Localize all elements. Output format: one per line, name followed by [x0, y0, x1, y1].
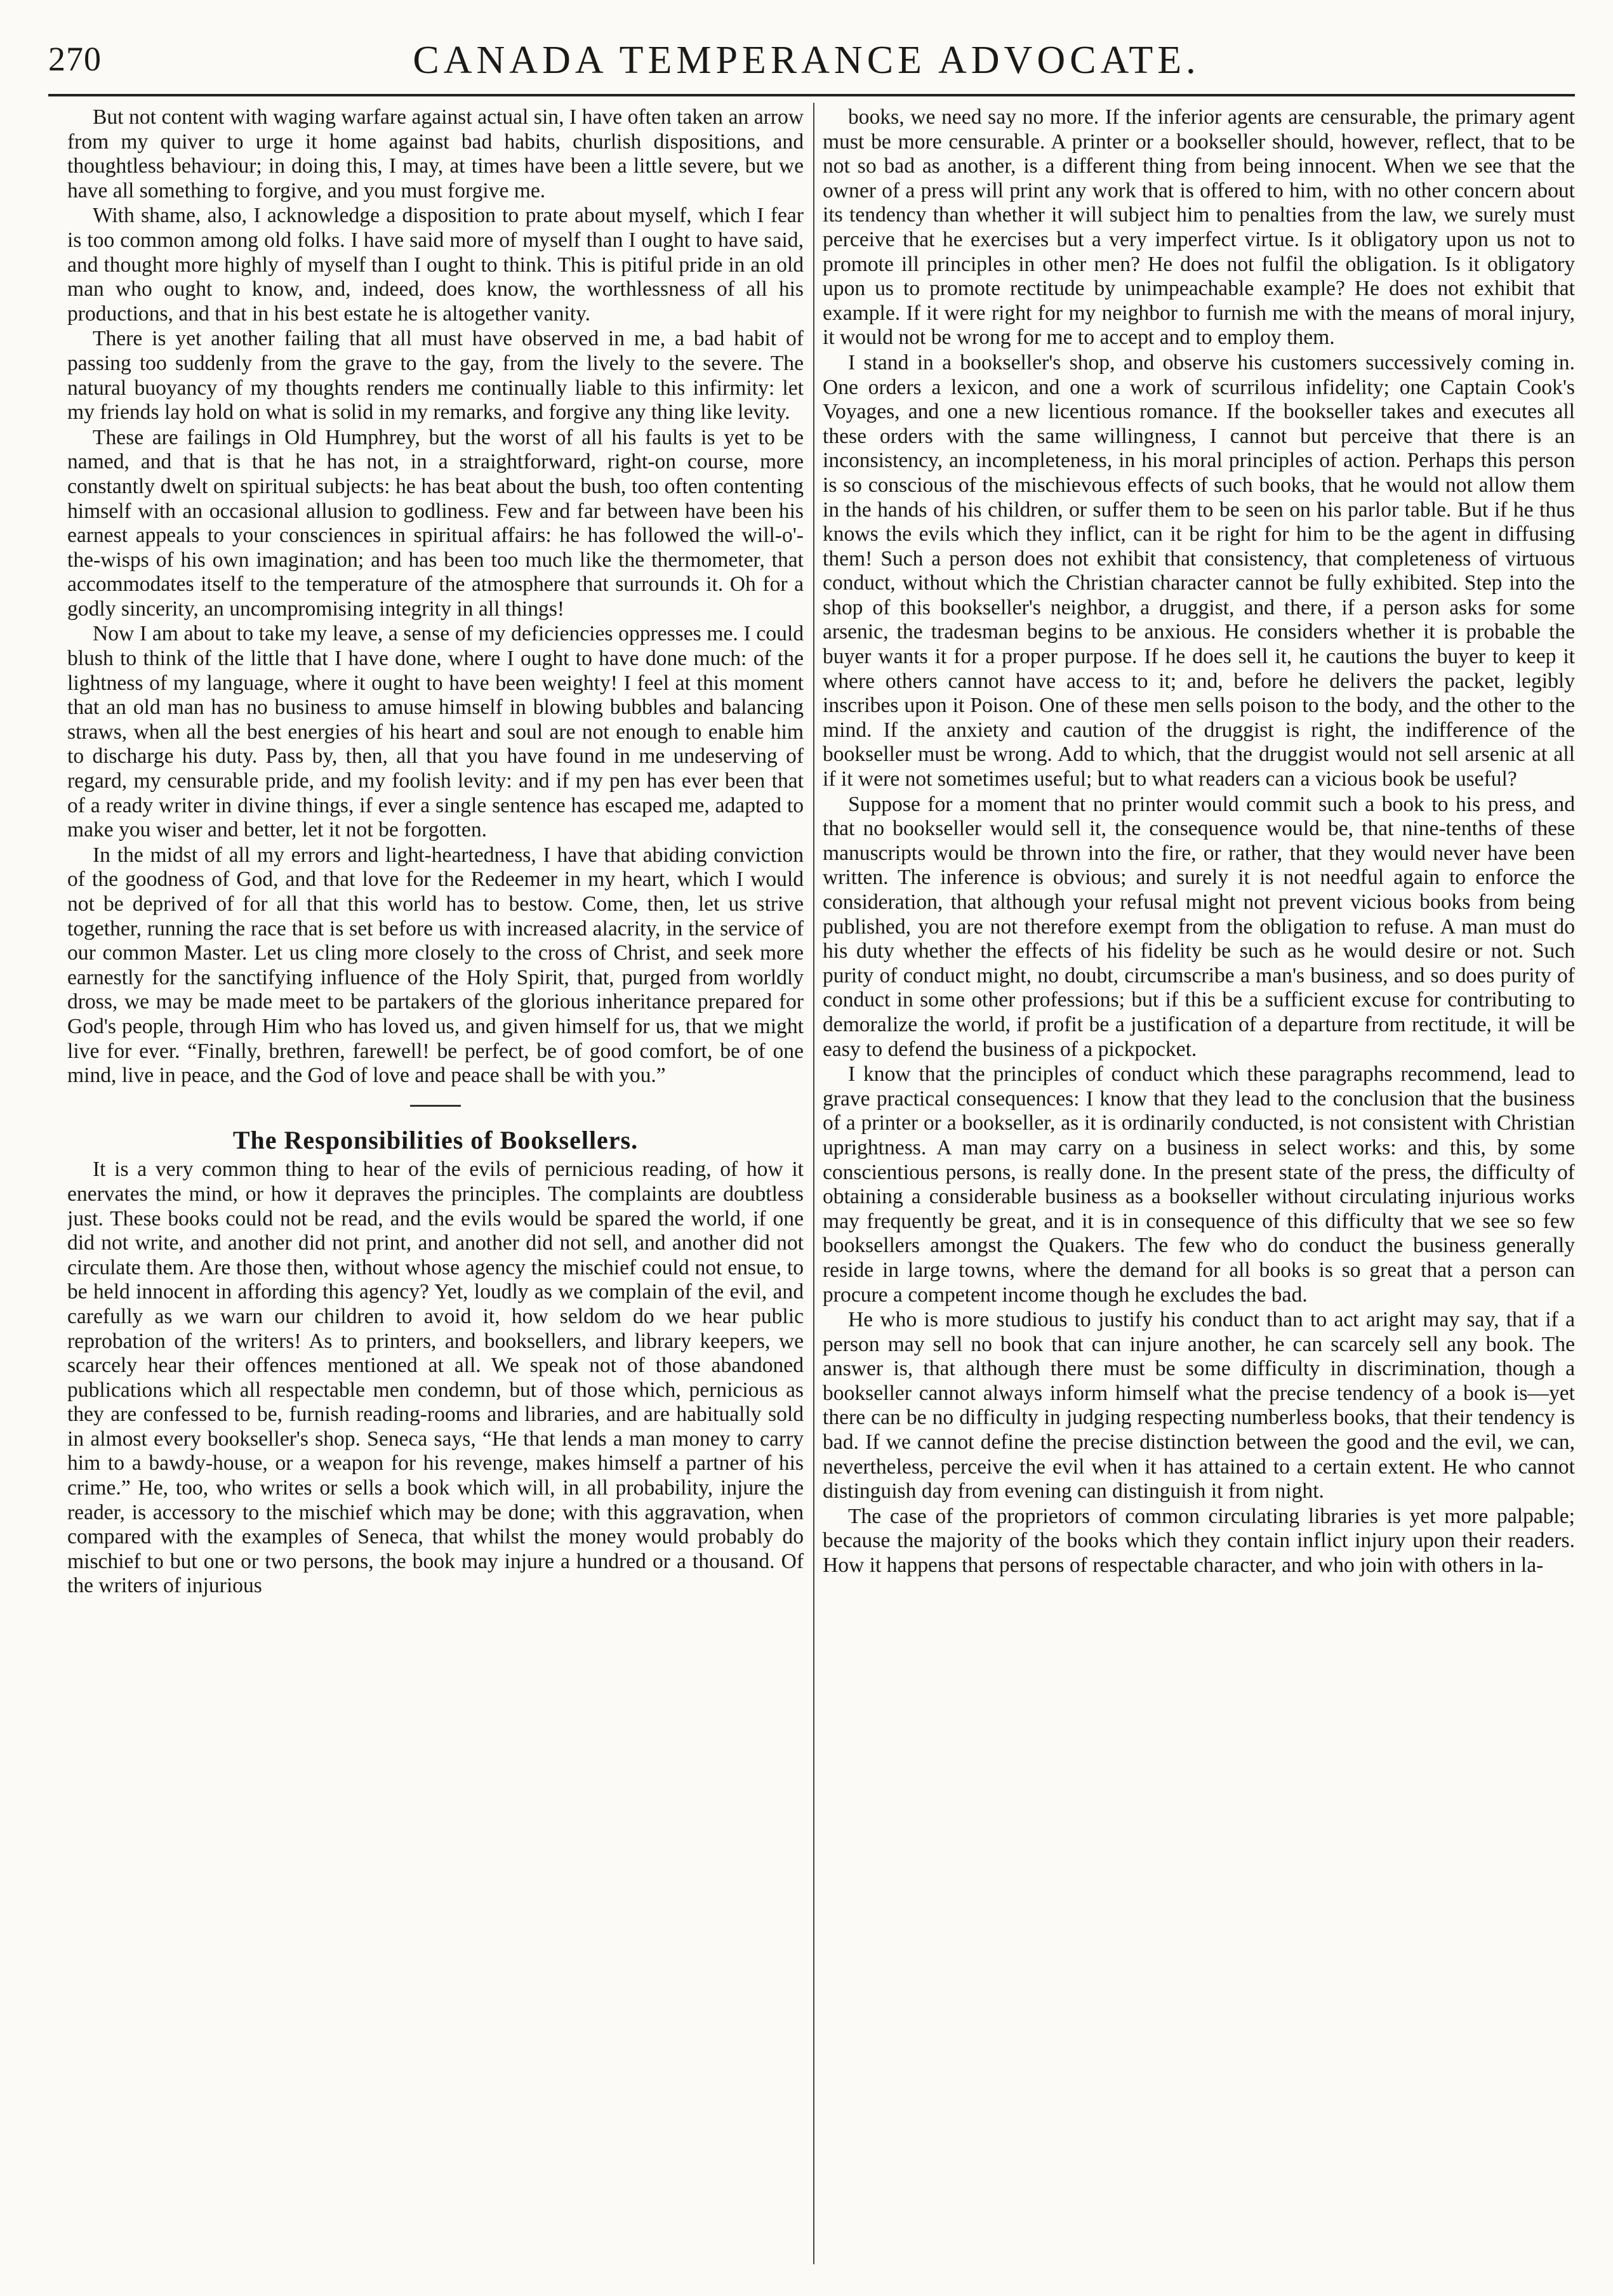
paragraph: But not content with waging warfare against actual sin, I have often taken an arrow from my quiver to urge it home against bad habits, churlish dispositions, and thoughtless behaviour; in doing this, I may, at times have been a little severe, but we have all something to forgive, and you must forgive me.: [67, 105, 804, 202]
paragraph: There is yet another failing that all must have observed in me, a bad habit of passing too suddenly from the grave to the gay, from the lively to the severe. The natural buoyancy of my thoughts renders me continually liable to this infirmity: let my friends lay hold on what is solid in my remarks, and forgive any thing like levity.: [67, 327, 804, 425]
right-column: [823, 105, 1575, 2263]
paragraph: These are failings in Old Humphrey, but the worst of all his faults is yet to be named, and that is that he has not, in a straightforward, right-on course, more constantly dwelt on spiritual subjects: he has beat about the bush, too often contenting himself with an occasional allusion to godliness. Few and far between have been his earnest appeals to your consciences in spiritual affairs: he has followed the will-o'-the-wisps of his own imagination; and has been too much like the thermometer, that accommodates itself to the temperature of the atmosphere that surrounds it. Oh for a godly sincerity, an uncompromising integrity in all things!: [67, 425, 804, 621]
section-divider: [410, 1105, 461, 1107]
paragraph: I know that the principles of conduct which these paragraphs recommend, lead to grave practical consequences: I know that they lead to the conclusion that the business of a printer or a bookseller, as it is ordinarily conducted, is not consistent with Christian uprightness. A man may carry on a business in select works: and this, by some conscientious persons, is really done. In the present state of the press, the difficulty of obtaining a considerable business as a bookseller without circulating injurious works may frequently be great, and it is in consequence of this difficulty that we see so few booksellers amongst the Quakers. The few who do conduct the business generally reside in large towns, where the demand for all books is so great that a person can procure a competent income though he excludes the bad.: [823, 1062, 1575, 1307]
paragraph: In the midst of all my errors and light-heartedness, I have that abiding conviction of the goodness of God, and that love for the Redeemer in my heart, which I would not be deprived of for all that this world has to bestow. Come, then, let us strive together, running the race that is set before us with increased alacrity, in the service of our common Master. Let us cling more closely to the cross of Christ, and seek more earnestly for the sanctifying influence of the Holy Spirit, that, purged from worldly dross, we may be made meet to be partakers of the glorious inheritance prepared for God's people, through Him who has loved us, and given himself for us, that we might live for ever. “Finally, brethren, farewell! be perfect, be of good comfort, be of one mind, live in peace, and the God of love and peace shall be with you.”: [67, 843, 804, 1088]
running-title: CANADA TEMPERANCE ADVOCATE.: [413, 39, 1200, 82]
paragraph: Now I am about to take my leave, a sense of my deficiencies oppresses me. I could blush to think of the little that I have done, where I ought to have done much: of the lightness of my language, where it ought to have been weighty! I feel at this moment that an old man has no business to amuse himself in blowing bubbles and balancing straws, when all the best energies of his heart and soul are not enough to enable him to discharge his duty. Pass by, then, all that you have found in me undeserving of regard, my censurable pride, and my foolish levity: and if my pen has ever been that of a ready writer in divine things, if ever a single sentence has escaped me, adapted to make you wiser and better, let it not be forgotten.: [67, 622, 804, 842]
paragraph: With shame, also, I acknowledge a disposition to prate about myself, which I fear is too common among old folks. I have said more of myself than I ought to have said, and thought more highly of myself than I ought to think. This is pitiful pride in an old man who ought to know, and, indeed, does know, the worthlessness of all his productions, and that in his best estate he is altogether vanity.: [67, 204, 804, 326]
page-number: 270: [48, 40, 102, 78]
paragraph: books, we need say no more. If the inferior agents are censurable, the primary agent must be more censurable. A printer or a bookseller should, however, reflect, that to be not so bad as another, is a different thing from being innocent. When we see that the owner of a press will print any work that is offered to him, with no other concern about its tendency than whether it will subject him to penalties from the law, we surely must perceive that he exercises but a very imperfect virtue. Is it obligatory upon us not to promote ill principles in other men? He does not fulfil the obligation. Is it obligatory upon us to promote rectitude by unimpeachable example? He does not exhibit that example. If it were right for my neighbor to furnish me with the means of moral injury, it would not be wrong for me to accept and to employ them.: [823, 105, 1575, 350]
paragraph: The case of the proprietors of common circulating libraries is yet more palpable; because the majority of the books which they contain inflict injury upon their readers. How it happens that persons of respectable character, and who join with others in la-: [823, 1504, 1575, 1578]
left-column: [67, 105, 804, 2263]
column-divider: [813, 103, 814, 2264]
paragraph: It is a very common thing to hear of the evils of pernicious reading, of how it enervates the mind, or how it depraves the principles. The complaints are doubtless just. These books could not be read, and the evils would be spared the world, if one did not write, and another did not print, and another did not sell, and another did not circulate them. Are those then, without whose agency the mischief could not ensue, to be held innocent in affording this agency? Yet, loudly as we complain of the evil, and carefully as we warn our children to avoid it, how seldom do we hear public reprobation of the writers! As to printers, and booksellers, and library keepers, we scarcely hear their offences mentioned at all. We speak not of those abandoned publications which all respectable men condemn, but of those which, pernicious as they are confessed to be, furnish reading-rooms and libraries, and are habitually sold in almost every bookseller's shop. Seneca says, “He that lends a man money to carry him to a bawdy-house, or a weapon for his revenge, makes himself a partner of his crime.” He, too, who writes or sells a book which will, in all probability, injure the reader, is accessory to the mischief which may be done; with this aggravation, when compared with the examples of Seneca, that whilst the money would probably do mischief to but one or two persons, the book may injure a hundred or a thousand. Of the writers of injurious: [67, 1158, 804, 1598]
header-rule: [48, 94, 1575, 96]
article-heading: The Responsibilities of Booksellers.: [232, 1125, 639, 1154]
paragraph: Suppose for a moment that no printer would commit such a book to his press, and that no bookseller would sell it, the consequence would be, that nine-tenths of these manuscripts would be thrown into the fire, or rather, that they would never have been written. The inference is obvious; and surely it is not needful again to enforce the consideration, that although your refusal might not prevent vicious books from being published, you are not therefore exempt from the obligation to refuse. A man must do his duty whether the effects of his fidelity be such as he would desire or not. Such purity of conduct might, no doubt, circumscribe a man's business, and so does purity of conduct in some other professions; but if this be a sufficient excuse for contributing to demoralize the world, if profit be a justification of a departure from rectitude, it will be easy to defend the business of a pickpocket.: [823, 792, 1575, 1061]
paragraph: I stand in a bookseller's shop, and observe his customers successively coming in. One orders a lexicon, and one a work of scurrilous infidelity; one Captain Cook's Voyages, and one a new licentious romance. If the bookseller takes and executes all these orders with the same willingness, I cannot but perceive that there is an inconsistency, an incompleteness, in his moral principles of action. Perhaps this person is so conscious of the mischievous effects of such books, that he would not allow them in the hands of his children, or suffer them to be seen on his parlor table. But if he thus knows the evils which they inflict, can it be right for him to be the agent in diffusing them! Such a person does not exhibit that consistency, that completeness of virtuous conduct, without which the Christian character cannot be fully exhibited. Step into the shop of this bookseller's neighbor, a druggist, and there, if a person asks for some arsenic, the tradesman begins to be anxious. He considers whether it is probable the buyer wants it for a proper purpose. If he does sell it, he cautions the buyer to keep it where others cannot have access to it; and, before he delivers the packet, legibly inscribes upon it Poison. One of these men sells poison to the body, and the other to the mind. If the anxiety and caution of the druggist is right, the indifference of the bookseller must be wrong. Add to which, that the druggist would not sell arsenic at all if it were not sometimes useful; but to what readers can a vicious book be useful?: [823, 350, 1575, 791]
paragraph: He who is more studious to justify his conduct than to act aright may say, that if a person may sell no book that can injure another, he can scarcely sell any book. The answer is, that although there must be some difficulty in discrimination, though a bookseller cannot always inform himself what the precise tendency of a book is—yet there can be no difficulty in judging respecting numberless books, that their tendency is bad. If we cannot define the precise distinction between the good and the evil, we can, nevertheless, perceive the evil when it has attained to a certain extent. He who cannot distinguish day from evening can distinguish it from night.: [823, 1308, 1575, 1503]
